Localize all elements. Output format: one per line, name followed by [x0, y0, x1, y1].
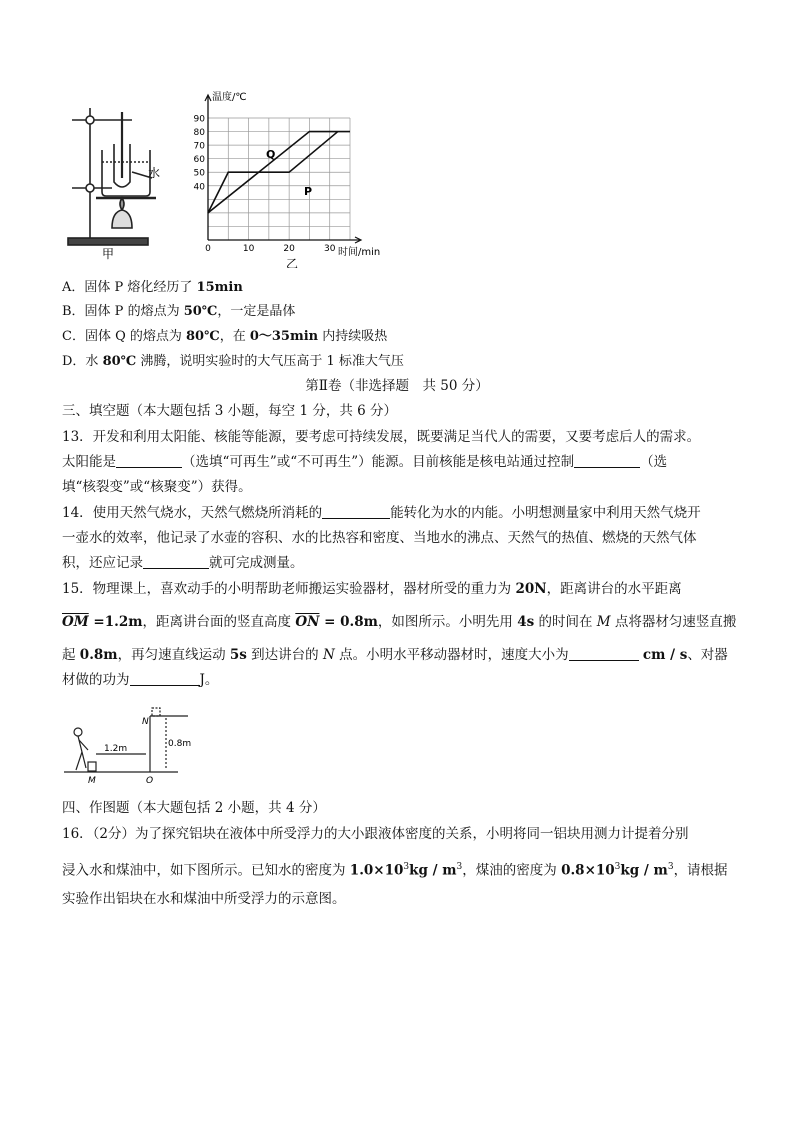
q13-line1: 13．开发和利用太阳能、核能等能源，要考虑可持续发展，既要满足当代人的需要，又要考虑后人的需求。 — [62, 429, 701, 445]
section4-title: 四、作图题（本大题包括 2 小题，共 4 分） — [62, 800, 326, 816]
chart-ticks — [194, 115, 336, 255]
part2-title: 第Ⅱ卷（非选择题 共 50 分） — [305, 378, 489, 394]
q16-line2: 浸入水和煤油中，如下图所示。已知水的密度为 $1.0\times 10^3kg / m^3$，煤油的密度为 $0.8\times 10^3kg / m^3$，请根据 — [62, 862, 728, 879]
q14-line3: 积，还应记录 就可完成测量。 — [62, 555, 304, 571]
point-o-label: O — [146, 776, 154, 786]
q15-blank2[interactable] — [130, 671, 200, 686]
q13-line2: 太阳能是 （选填“可再生”或“不可再生”）能源。目前核能是核电站通过控制 （选 — [62, 454, 668, 470]
x-tick-label: 0 — [205, 244, 211, 254]
y-tick-label: 50 — [193, 168, 205, 179]
q15-figure — [64, 706, 204, 786]
x-tick-label: 30 — [323, 244, 336, 254]
q15-line4: 材做的功为 J。 — [62, 672, 219, 688]
y-tick-label: 70 — [193, 141, 205, 152]
option-d: D．水 80℃ 沸腾，说明实验时的大气压高于 1 标准大气压 — [62, 354, 404, 369]
y-tick-label: 90 — [193, 114, 205, 125]
q14-blank2[interactable] — [143, 554, 209, 569]
chart-grid — [208, 118, 350, 240]
option-c: C．固体 Q 的熔点为 80℃，在 0～35min 内持续吸热 — [62, 329, 388, 344]
q15-line2: $\overline{OM} =1.2m$，距离讲台面的竖直高度 $\overline{ON} = 0.8m$，如图所示。小明先用 4s 的时间在 M 点将器材匀速竖直搬 — [62, 614, 737, 630]
q14-line2: 一壶水的效率，他记录了水壶的容积、水的比热容和密度、当地水的沸点、天然气的热值、燃烧的天然气体 — [62, 530, 697, 546]
chart-y-axis-label: 温度/℃ — [212, 92, 247, 103]
x-tick-label: 10 — [242, 244, 255, 254]
water-label: 水 — [148, 166, 161, 180]
q15-line3: 起 0.8m，再匀速直线运动 5s 到达讲台的 N 点。小明水平移动器材时，速度大小为 cm / s、对器 — [62, 647, 728, 663]
q13-blank1[interactable] — [116, 453, 182, 468]
point-m-label: M — [88, 776, 96, 786]
q14-blank1[interactable] — [322, 504, 390, 519]
figure-jia-label: 甲 — [102, 247, 115, 261]
y-tick-label: 60 — [193, 155, 205, 166]
section3-title: 三、填空题（本大题包括 3 小题，每空 1 分，共 6 分） — [62, 403, 398, 419]
q14-line1: 14．使用天然气烧水，天然气燃烧所消耗的 能转化为水的内能。小明想测量家中利用天然气烧开 — [62, 505, 701, 521]
x-tick-label: 20 — [283, 244, 295, 254]
curve-q-label: Q — [266, 148, 276, 161]
q15-line1: 15．物理课上，喜欢动手的小明帮助老师搬运实验器材，器材所受的重力为 20N，距离讲台的水平距离 — [62, 581, 682, 597]
curve-p-label: P — [304, 185, 313, 198]
y-tick-label: 80 — [193, 128, 205, 139]
q15-blank1[interactable] — [569, 646, 639, 661]
height-label: 0.8m — [168, 739, 192, 749]
q16-line3: 实验作出铝块在水和煤油中所受浮力的示意图。 — [62, 891, 346, 907]
figure-yi-label: 乙 — [286, 257, 299, 268]
temperature-time-chart — [190, 88, 390, 268]
y-tick-label: 40 — [193, 182, 205, 193]
q13-line3: 填“核裂变”或“核聚变”）获得。 — [62, 479, 252, 495]
option-b: B．固体 P 的熔点为 50℃，一定是晶体 — [62, 304, 296, 319]
chart-x-axis-label: 时间/min — [338, 247, 381, 258]
point-n-label: N — [142, 717, 149, 727]
q16-line1: 16．（2分）为了探究铝块在液体中所受浮力的大小跟液体密度的关系，小明将同一铝块用测力计提着分别 — [62, 826, 689, 842]
distance-label: 1.2m — [104, 744, 128, 754]
q13-blank2[interactable] — [574, 453, 640, 468]
option-a: A．固体 P 熔化经历了 15min — [62, 280, 243, 295]
apparatus-figure-jia — [62, 100, 162, 262]
